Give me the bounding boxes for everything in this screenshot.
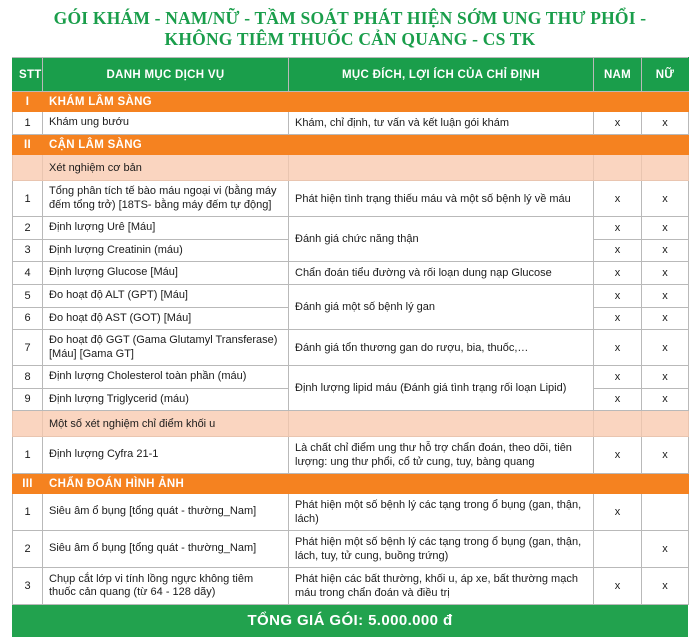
male-mark: x	[594, 437, 642, 474]
table-row	[13, 112, 689, 135]
female-mark: x	[642, 568, 689, 605]
row-index: 3	[13, 568, 43, 605]
service-name: Định lượng Urê [Máu]	[43, 217, 289, 240]
column-header-purpose: MỤC ĐÍCH, LỢI ÍCH CỦA CHỈ ĐỊNH	[289, 58, 594, 92]
section-number: II	[13, 135, 43, 155]
table-header-row	[13, 58, 689, 92]
female-mark: x	[642, 285, 689, 308]
subsection-spacer-purpose	[289, 155, 594, 181]
row-index: 1	[13, 181, 43, 217]
section-number: I	[13, 92, 43, 112]
female-mark: x	[642, 437, 689, 474]
section-spacer-female	[642, 92, 689, 112]
service-name: Chụp cắt lớp vi tính lồng ngực không tiêm thuốc cản quang (từ 64 - 128 dãy)	[43, 568, 289, 605]
subsection-row	[13, 411, 689, 437]
column-header-stt: STT	[13, 58, 43, 92]
female-mark: x	[642, 366, 689, 389]
row-index: 1	[13, 437, 43, 474]
male-mark: x	[594, 112, 642, 135]
male-mark: x	[594, 366, 642, 389]
subsection-spacer-num	[13, 411, 43, 437]
row-index: 4	[13, 262, 43, 285]
section-spacer-male	[594, 135, 642, 155]
female-mark: x	[642, 181, 689, 217]
page-title-line-1: GÓI KHÁM - NAM/NỮ - TẦM SOÁT PHÁT HIỆN SỚM UNG THƯ PHỔI -	[53, 8, 647, 28]
service-purpose: Chẩn đoán tiểu đường và rối loạn dung nạp Glucose	[289, 262, 594, 285]
subsection-spacer-purpose	[289, 411, 594, 437]
row-index: 5	[13, 285, 43, 308]
subsection-label: Một số xét nghiệm chỉ điểm khối u	[43, 411, 289, 437]
service-name: Định lượng Glucose [Máu]	[43, 262, 289, 285]
page-title	[0, 0, 700, 53]
section-row	[13, 135, 689, 155]
service-name: Đo hoạt độ GGT (Gama Glutamyl Transferase) [Máu] [Gama GT]	[43, 330, 289, 366]
section-number: III	[13, 474, 43, 494]
column-header-female: NỮ	[642, 58, 689, 92]
subsection-spacer-female	[642, 411, 689, 437]
service-name: Định lượng Cyfra 21-1	[43, 437, 289, 474]
section-spacer-female	[642, 474, 689, 494]
male-mark: x	[594, 388, 642, 411]
section-spacer-purpose	[289, 135, 594, 155]
row-index: 7	[13, 330, 43, 366]
row-index: 6	[13, 307, 43, 330]
table-row	[13, 181, 689, 217]
service-purpose: Khám, chỉ định, tư vấn và kết luận gói khám	[289, 112, 594, 135]
service-purpose: Phát hiện tình trạng thiếu máu và một số bệnh lý về máu	[289, 181, 594, 217]
male-mark: x	[594, 568, 642, 605]
subsection-spacer-male	[594, 155, 642, 181]
section-spacer-male	[594, 92, 642, 112]
female-mark: x	[642, 112, 689, 135]
service-purpose: Đánh giá chức năng thận	[289, 217, 594, 262]
row-index: 9	[13, 388, 43, 411]
row-index: 1	[13, 112, 43, 135]
service-name: Định lượng Triglycerid (máu)	[43, 388, 289, 411]
total-price-bar: TỔNG GIÁ GÓI: 5.000.000 đ	[12, 605, 688, 637]
table-row	[13, 531, 689, 568]
column-header-service: DANH MỤC DỊCH VỤ	[43, 58, 289, 92]
service-name: Tổng phân tích tế bào máu ngoại vi (bằng máy đếm tổng trở) [18TS- bằng máy đếm tự động]	[43, 181, 289, 217]
service-name: Siêu âm ổ bụng [tổng quát - thường_Nam]	[43, 531, 289, 568]
male-mark: x	[594, 494, 642, 531]
table-header	[13, 58, 689, 92]
service-name: Siêu âm ổ bụng [tổng quát - thường_Nam]	[43, 494, 289, 531]
section-label: KHÁM LÂM SÀNG	[43, 92, 289, 112]
male-mark: x	[594, 307, 642, 330]
service-name: Khám ung bướu	[43, 112, 289, 135]
table-row	[13, 366, 689, 389]
row-index: 2	[13, 217, 43, 240]
table-row	[13, 494, 689, 531]
male-mark: x	[594, 285, 642, 308]
female-mark: x	[642, 531, 689, 568]
table-row	[13, 330, 689, 366]
service-purpose: Phát hiện các bất thường, khối u, áp xe, bất thường mạch máu trong chẩn đoán và điều trị	[289, 568, 594, 605]
section-row	[13, 92, 689, 112]
male-mark: x	[594, 239, 642, 262]
subsection-row	[13, 155, 689, 181]
male-mark: x	[594, 330, 642, 366]
table-row	[13, 217, 689, 240]
service-purpose: Là chất chỉ điểm ung thư hỗ trợ chẩn đoán, theo dõi, tiên lượng: ung thư phổi, cổ tử cung, tuy, bàng quang	[289, 437, 594, 474]
row-index: 2	[13, 531, 43, 568]
column-header-male: NAM	[594, 58, 642, 92]
male-mark: x	[594, 217, 642, 240]
subsection-spacer-female	[642, 155, 689, 181]
service-name: Định lượng Creatinin (máu)	[43, 239, 289, 262]
section-spacer-female	[642, 135, 689, 155]
table-row	[13, 285, 689, 308]
table-row	[13, 262, 689, 285]
section-row	[13, 474, 689, 494]
table-body	[13, 92, 689, 605]
subsection-label: Xét nghiệm cơ bản	[43, 155, 289, 181]
section-label: CẬN LÂM SÀNG	[43, 135, 289, 155]
male-mark: x	[594, 262, 642, 285]
table-row	[13, 437, 689, 474]
female-mark	[642, 494, 689, 531]
page-title-line-2: KHÔNG TIÊM THUỐC CẢN QUANG - CS TK	[164, 29, 536, 49]
female-mark: x	[642, 217, 689, 240]
section-spacer-male	[594, 474, 642, 494]
service-purpose: Đánh giá một số bệnh lý gan	[289, 285, 594, 330]
male-mark: x	[594, 181, 642, 217]
subsection-spacer-num	[13, 155, 43, 181]
row-index: 3	[13, 239, 43, 262]
section-spacer-purpose	[289, 474, 594, 494]
section-label: CHẨN ĐOÁN HÌNH ẢNH	[43, 474, 289, 494]
service-name: Đo hoạt độ AST (GOT) [Máu]	[43, 307, 289, 330]
row-index: 1	[13, 494, 43, 531]
section-spacer-purpose	[289, 92, 594, 112]
female-mark: x	[642, 307, 689, 330]
female-mark: x	[642, 388, 689, 411]
male-mark	[594, 531, 642, 568]
female-mark: x	[642, 262, 689, 285]
row-index: 8	[13, 366, 43, 389]
service-purpose: Đánh giá tổn thương gan do rượu, bia, thuốc,…	[289, 330, 594, 366]
service-purpose: Định lượng lipid máu (Đánh giá tình trạng rối loạn Lipid)	[289, 366, 594, 411]
female-mark: x	[642, 239, 689, 262]
service-purpose: Phát hiện một số bệnh lý các tạng trong ổ bụng (gan, thận, lách)	[289, 494, 594, 531]
table-row	[13, 568, 689, 605]
service-table	[12, 57, 689, 605]
female-mark: x	[642, 330, 689, 366]
service-name: Đo hoạt độ ALT (GPT) [Máu]	[43, 285, 289, 308]
service-purpose: Phát hiện một số bệnh lý các tạng trong ổ bụng (gan, thận, lách, tuy, tử cung, buồng trứng)	[289, 531, 594, 568]
subsection-spacer-male	[594, 411, 642, 437]
service-name: Định lượng Cholesterol toàn phần (máu)	[43, 366, 289, 389]
